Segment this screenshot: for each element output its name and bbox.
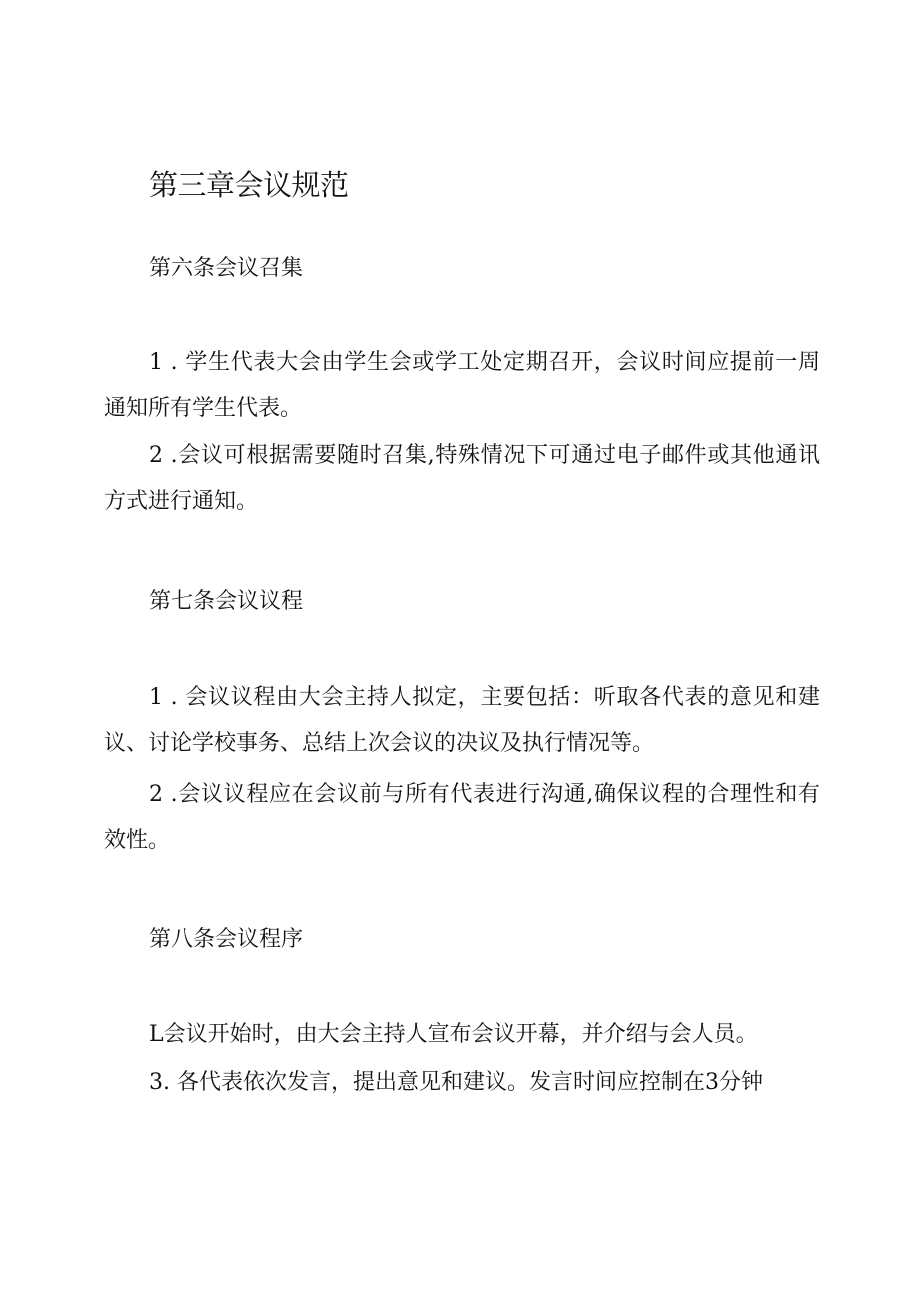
article-7-paragraph-1: 1 . 会议议程由大会主持人拟定，主要包括：听取各代表的意见和建议、讨论学校事务、总结上次会议的决议及执行情况等。	[104, 685, 820, 756]
article-7-heading: 第七条会议议程	[149, 589, 304, 614]
article-6-paragraph-1: 1 . 学生代表大会由学生会或学工处定期召开，会议时间应提前一周通知所有学生代表。	[104, 350, 820, 421]
article-6-paragraph-2: 2 .会议可根据需要随时召集,特殊情况下可通过电子邮件或其他通讯方式进行通知。	[104, 443, 820, 514]
article-6-heading: 第六条会议召集	[149, 256, 304, 281]
article-7-paragraph-2: 2 .会议议程应在会议前与所有代表进行沟通,确保议程的合理性和有效性。	[104, 782, 820, 853]
article-8-paragraph-2: 3. 各代表依次发言，提出意见和建议。发言时间应控制在3分钟	[149, 1070, 763, 1095]
article-8-heading: 第八条会议程序	[149, 927, 304, 952]
chapter-title: 第三章会议规范	[149, 168, 349, 202]
article-8-paragraph-1: L会议开始时，由大会主持人宣布会议开幕，并介绍与会人员。	[149, 1022, 758, 1047]
